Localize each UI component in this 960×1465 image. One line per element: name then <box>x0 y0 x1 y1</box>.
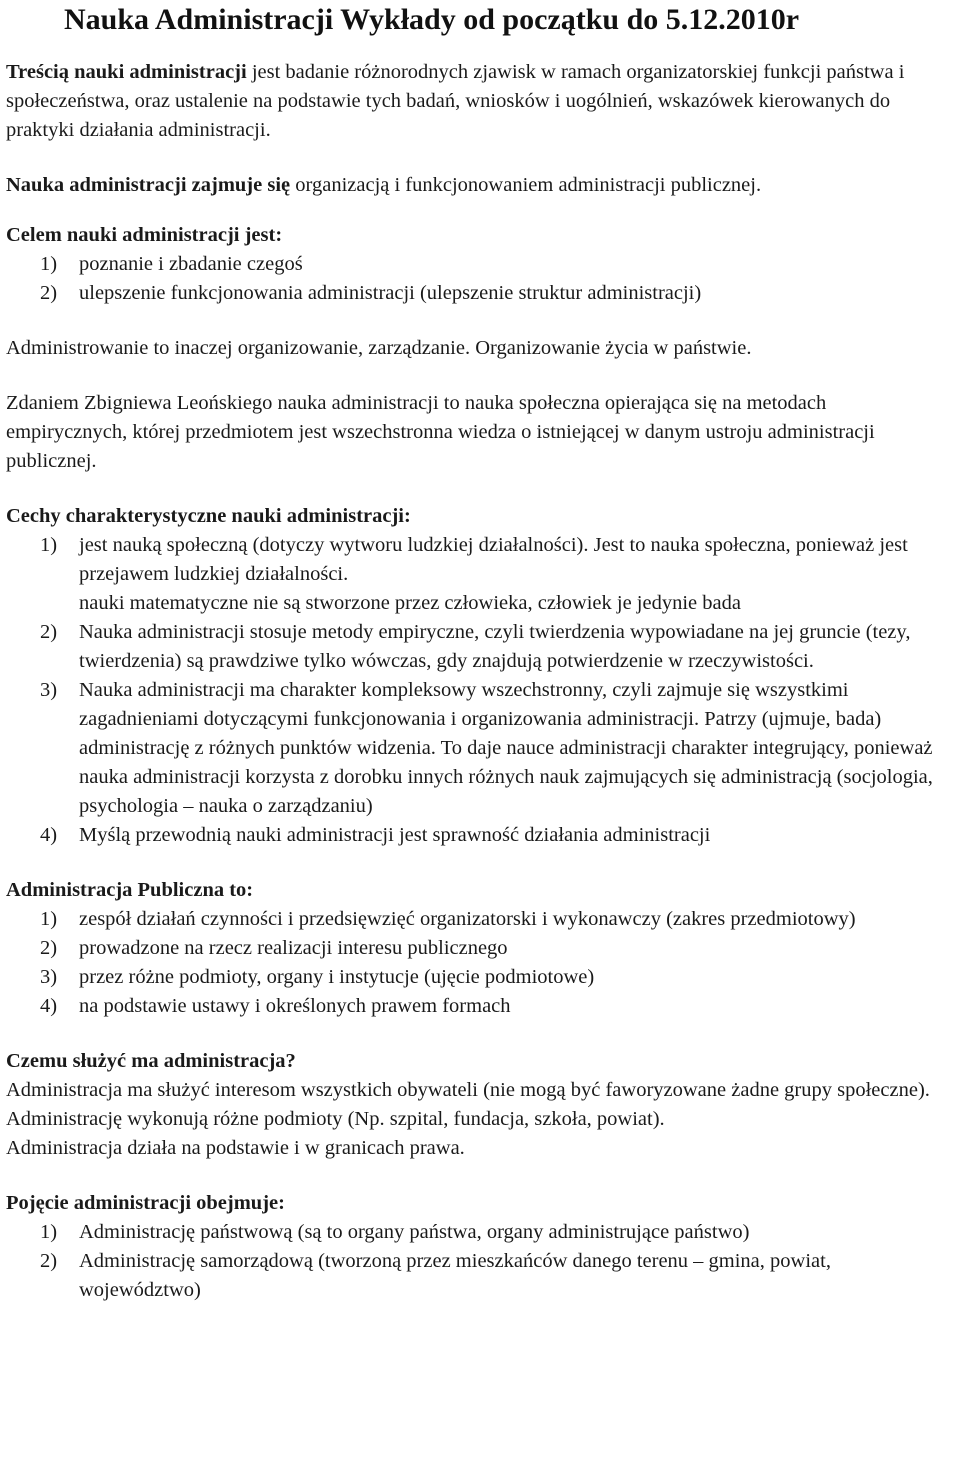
zdaniem-paragraph: Zdaniem Zbigniewa Leońskiego nauka administracji to nauka społeczna opierająca się na metodach empirycznych, której przedmiotem jest wszechstronna wiedza o istniejącej w danym ustroju administracji publicznej. <box>6 392 875 472</box>
list-item <box>6 992 952 1021</box>
list-item <box>6 279 952 308</box>
list-number: 2) <box>40 621 58 643</box>
czemu-line: Administracja działa na podstawie i w granicach prawa. <box>6 1137 465 1159</box>
list-text: przez różne podmioty, organy i instytucje (ujęcie podmiotowe) <box>79 966 595 988</box>
list-number: 3) <box>40 966 58 988</box>
list-item <box>6 905 952 934</box>
list-number: 1) <box>40 534 58 556</box>
list-text: Nauka administracji ma charakter kompleksowy wszechstronny, czyli zajmuje się wszystkimi zagadnieniami dotyczącymi funkcjonowania i organizowania administracji. Patrzy (ujmuje, bada) administrację z różnych punktów widzenia. To daje nauce administracji charakter integrujący, ponieważ nauka administracji korzysta z dorobku innych różnych nauk zajmujących się administracją (socjologia, psychologia – nauka o zarządzaniu) <box>79 679 933 817</box>
intro-bold: Treścią nauki administracji <box>6 61 247 83</box>
publiczna-heading: Administracja Publiczna to: <box>6 879 254 901</box>
list-number: 2) <box>40 937 58 959</box>
publiczna-list <box>6 905 952 1021</box>
czemu-line: Administracja ma służyć interesom wszystkich obywateli (nie mogą być faworyzowane żadne grupy społeczne). <box>6 1079 930 1101</box>
list-text: zespół działań czynności i przedsięwzięć organizatorski i wykonawczy (zakres przedmiotowy) <box>79 908 856 930</box>
list-item <box>6 963 952 992</box>
administrowanie-paragraph: Administrowanie to inaczej organizowanie, zarządzanie. Organizowanie życia w państwie. <box>6 337 752 359</box>
list-text: na podstawie ustawy i określonych prawem formach <box>79 995 511 1017</box>
list-item <box>6 250 952 279</box>
celem-heading: Celem nauki administracji jest: <box>6 224 283 246</box>
cechy-heading: Cechy charakterystyczne nauki administracji: <box>6 505 411 527</box>
cechy-list <box>6 531 952 850</box>
list-text: jest nauką społeczną (dotyczy wytworu ludzkiej działalności). Jest to nauka społeczna, ponieważ jest przejawem ludzkiej działalności. <box>79 534 908 585</box>
list-number: 2) <box>40 282 58 304</box>
list-number: 2) <box>40 1250 58 1272</box>
list-text: Myślą przewodnią nauki administracji jest sprawność działania administracji <box>79 824 711 846</box>
pojecie-heading: Pojęcie administracji obejmuje: <box>6 1192 285 1214</box>
document-title: Nauka Administracji Wykłady od początku do 5.12.2010r <box>64 3 800 36</box>
czemu-line: Administrację wykonują różne podmioty (Np. szpital, fundacja, szkoła, powiat). <box>6 1108 665 1130</box>
list-subtext: nauki matematyczne nie są stworzone przez człowieka, człowiek je jedynie bada <box>79 592 741 614</box>
list-text: prowadzone na rzecz realizacji interesu publicznego <box>79 937 508 959</box>
czemu-heading: Czemu służyć ma administracja? <box>6 1050 296 1072</box>
celem-list <box>6 250 952 308</box>
list-number: 3) <box>40 679 58 701</box>
list-item <box>6 618 952 676</box>
list-number: 1) <box>40 253 58 275</box>
zajmuje-text: organizacją i funkcjonowaniem administracji publicznej. <box>290 174 762 196</box>
list-text: Nauka administracji stosuje metody empiryczne, czyli twierdzenia wypowiadane na jej gruncie (tezy, twierdzenia) są prawdziwe tylko wówczas, gdy znajdują potwierdzenie w rzeczywistości. <box>79 621 911 672</box>
document-page <box>0 3 960 1305</box>
pojecie-list <box>6 1218 952 1305</box>
list-item <box>6 676 952 821</box>
list-number: 1) <box>40 1221 58 1243</box>
list-number: 4) <box>40 995 58 1017</box>
list-text: poznanie i zbadanie czegoś <box>79 253 303 275</box>
list-text: Administrację państwową (są to organy państwa, organy administrujące państwo) <box>79 1221 750 1243</box>
list-text: ulepszenie funkcjonowania administracji (ulepszenie struktur administracji) <box>79 282 702 304</box>
list-item <box>6 1247 952 1305</box>
list-number: 4) <box>40 824 58 846</box>
zajmuje-paragraph <box>6 171 952 200</box>
zajmuje-bold: Nauka administracji zajmuje się <box>6 174 291 196</box>
list-item <box>6 531 952 618</box>
intro-text: jest badanie różnorodnych zjawisk w ramach organizatorskiej funkcji państwa i społeczeństwa, oraz ustalenie na podstawie tych badań, wniosków i uogólnień, wskazówek kierowanych do praktyki działania administracji. <box>6 61 905 141</box>
list-item <box>6 1218 952 1247</box>
list-item <box>6 934 952 963</box>
list-item <box>6 821 952 850</box>
intro-paragraph <box>6 58 952 145</box>
list-number: 1) <box>40 908 58 930</box>
list-text: Administrację samorządową (tworzoną przez mieszkańców danego terenu – gmina, powiat, województwo) <box>79 1250 831 1301</box>
